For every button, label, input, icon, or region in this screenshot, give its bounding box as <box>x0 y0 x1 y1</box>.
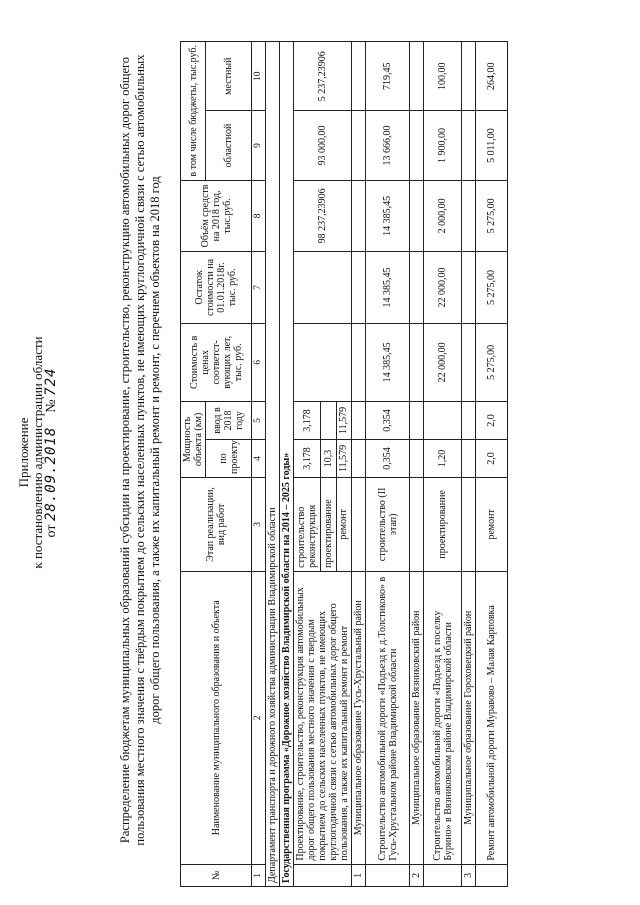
object-remaining: 14 385,45 <box>366 252 410 324</box>
object-local: 264,00 <box>476 42 508 111</box>
summary-stage: ремонт <box>336 477 351 571</box>
object-cost: 5 275,00 <box>476 323 508 401</box>
object-local: 719,45 <box>366 42 410 111</box>
object-commission: 2,0 <box>476 401 508 439</box>
summary-regional: 93 000,00 <box>294 111 352 180</box>
header-name: Наименование муниципального образования и объекта <box>181 571 252 864</box>
header-num: № <box>181 864 252 886</box>
object-volume: 5 275,00 <box>476 180 508 252</box>
col-number: 6 <box>252 323 266 401</box>
summary-volume: 98 237,23906 <box>294 180 352 252</box>
col-number: 1 <box>252 864 266 886</box>
object-regional: 13 666,00 <box>366 111 410 180</box>
mo-row <box>462 42 476 887</box>
col-number: 8 <box>252 180 266 252</box>
object-volume: 2 000,00 <box>424 180 462 252</box>
col-number: 2 <box>252 571 266 864</box>
program-name: Государственная программа «Дорожное хозяйство Владимирской области на 2014 – 2025 годы» <box>280 42 294 887</box>
mo-name: Муниципальное образование Гусь-Хрустальный район <box>352 571 366 864</box>
mo-row <box>352 42 366 887</box>
col-number: 10 <box>252 42 266 111</box>
object-name: Строительство автомобильной дороги «Подъезд к поселку Бурино» в Вязниковском районе Владимирской области <box>424 571 462 864</box>
summary-project: 10,3 <box>321 439 336 477</box>
object-row <box>366 42 410 887</box>
summary-name: Проектирование, строительство, реконструкция автомобильных дорог общего пользования местного значения с твердым покрытием до сельских населенных пунктов, не имеющих круглогодичной связи с сетью автомобильных дорог общего пользования, а также их капитальный ремонт и ремонт <box>294 571 352 864</box>
header-regional: областной <box>206 111 252 180</box>
document-heading: Распределение бюджетам муниципальных образований субсидии на проектирование, строительство, реконструкцию автомобильных дорог общего пользования местного значения с твёрдым покрытием до сельских населенных пунктов, не имеющих круглогодичной связи с сетью автомобильных дорог общего пользования, а также их капитальный ремонт и ремонт, с перечнем объектов на 2018 год <box>118 54 162 846</box>
col-number: 4 <box>252 439 266 477</box>
summary-commission: 3,178 <box>294 401 321 439</box>
col-number: 5 <box>252 401 266 439</box>
mo-name: Муниципальное образование Вязниковский район <box>410 571 424 864</box>
mo-row <box>410 42 424 887</box>
header-local: местный <box>206 42 252 111</box>
summary-local: 5 237,23906 <box>294 42 352 111</box>
object-name: Строительство автомобильной дороги «Подъезд к д.Толстиково» в Гусь-Хрустальном районе Владимирской области <box>366 571 410 864</box>
appendix-title: Приложение <box>16 417 31 488</box>
object-project: 2,0 <box>476 439 508 477</box>
object-project: 0,354 <box>366 439 410 477</box>
object-volume: 14 385,45 <box>366 180 410 252</box>
mo-name: Муниципальное образование Гороховецкий район <box>462 571 476 864</box>
object-remaining: 5 275,00 <box>476 252 508 324</box>
object-commission: 0,354 <box>366 401 410 439</box>
department-row <box>266 42 280 887</box>
header-cap-project: по проекту <box>206 439 252 477</box>
document-number: 724 <box>43 367 59 396</box>
header-stage: Этап реализации, вид работ <box>181 477 252 571</box>
object-regional: 1 900,00 <box>424 111 462 180</box>
summary-stage: проектирование <box>321 477 336 571</box>
header-remaining: Остаток стоимости на 01.01.2018г. тыс. руб. <box>181 252 252 324</box>
object-name: Ремонт автомобильной дороги Муравово – Малая Карповка <box>476 571 508 864</box>
object-cost: 22 000,00 <box>424 323 462 401</box>
document-date: 28.09.2018 <box>43 426 59 522</box>
object-commission <box>424 401 462 439</box>
summary-row <box>294 42 321 887</box>
col-number: 3 <box>252 477 266 571</box>
number-prefix: № <box>44 399 59 413</box>
object-row <box>476 42 508 887</box>
row-number: 1 <box>352 864 366 886</box>
col-number: 9 <box>252 111 266 180</box>
object-remaining: 22 000,00 <box>424 252 462 324</box>
object-project: 1,20 <box>424 439 462 477</box>
header-cap-commission: ввод в 2018 году <box>206 401 252 439</box>
object-stage: проектирование <box>424 477 462 571</box>
col-number: 7 <box>252 252 266 324</box>
subsidy-table <box>180 41 508 887</box>
header-capacity: Мощность объекта (км) <box>181 401 206 477</box>
object-cost: 14 385,45 <box>366 323 410 401</box>
summary-project: 11,579 <box>336 439 351 477</box>
header-volume: Объём средств на 2018 год, тыс.руб. <box>181 180 252 252</box>
summary-commission: 11,579 <box>336 401 351 439</box>
object-local: 100,00 <box>424 42 462 111</box>
object-row <box>424 42 462 887</box>
appendix-date-line <box>44 0 59 905</box>
program-row <box>280 42 294 887</box>
object-stage: строительство (II этап) <box>366 477 410 571</box>
object-regional: 5 011,00 <box>476 111 508 180</box>
summary-stage: строительство реконструкция <box>294 477 321 571</box>
department-name: Департамент транспорта и дорожного хозяйства администрации Владимирской области <box>266 42 280 887</box>
header-cost: Стоимость в ценах соответст-вующих лет, тыс. руб. <box>181 323 252 401</box>
summary-project: 3,178 <box>294 439 321 477</box>
appendix-subtitle: к постановлению администрации области <box>30 336 45 569</box>
row-number: 3 <box>462 864 476 886</box>
date-prefix: от <box>44 524 59 538</box>
object-stage: ремонт <box>476 477 508 571</box>
column-numbers-row <box>252 42 266 887</box>
header-incl: в том числе бюджеты, тыс.руб. <box>181 42 206 181</box>
row-number: 2 <box>410 864 424 886</box>
